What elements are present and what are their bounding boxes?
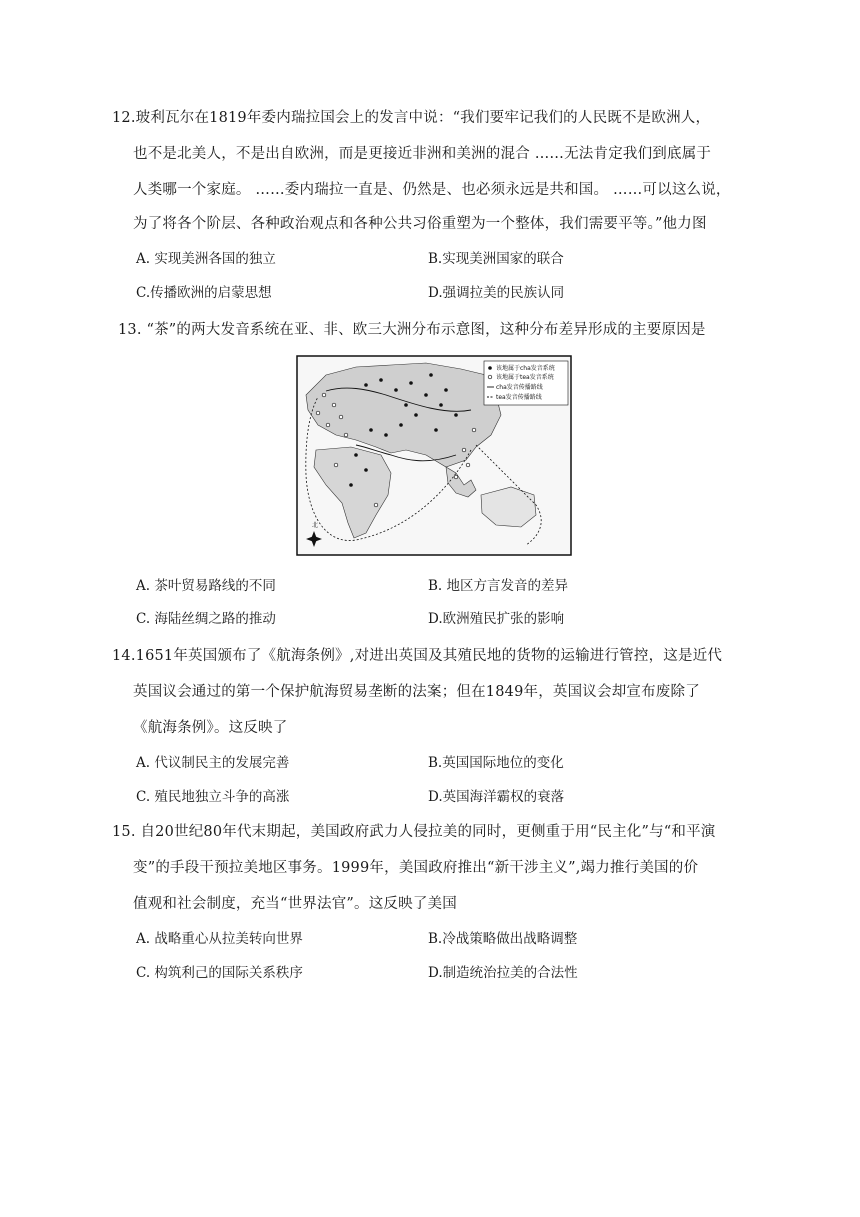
question-12-option-c[interactable]: C.传播欧洲的启蒙思想 bbox=[136, 285, 272, 301]
question-14-line-3: 《航海条例》。这反映了 bbox=[133, 720, 288, 736]
question-14-line-2: 英国议会通过的第一个保护航海贸易垄断的法案；但在1849年，英国议会却宣布废除了 bbox=[133, 684, 700, 700]
tea-pronunciation-map bbox=[296, 355, 572, 556]
question-14-option-d[interactable]: D.英国海洋霸权的衰落 bbox=[428, 789, 565, 805]
question-15-line-1: 15. 自20世纪80年代末期起，美国政府武力人侵拉美的同时，更侧重于用“民主化”与“和平演 bbox=[112, 824, 716, 840]
compass-north-label: 北 bbox=[312, 522, 319, 529]
question-12-line-3: 人类哪一个家庭。 ……委内瑞拉一直是、仍然是、也必须永远是共和国。 ……可以这么说， bbox=[133, 182, 731, 198]
question-15-option-c[interactable]: C. 构筑利己的国际关系秩序 bbox=[136, 965, 303, 981]
question-12-option-b[interactable]: B.实现美洲国家的联合 bbox=[428, 251, 564, 267]
question-15-option-d[interactable]: D.制造统治拉美的合法性 bbox=[428, 965, 578, 981]
question-12-line-1: 12.玻利瓦尔在1819年委内瑞拉国会上的发言中说：“我们要牢记我们的人民既不是欧洲人， bbox=[112, 110, 711, 126]
question-15-line-3: 值观和社会制度，充当“世界法官”。这反映了美国 bbox=[133, 896, 457, 912]
question-12-option-d[interactable]: D.强调拉美的民族认同 bbox=[428, 285, 565, 301]
legend-cha-route: cha发音传播路线 bbox=[496, 384, 543, 391]
question-14-option-a[interactable]: A. 代议制民主的发展完善 bbox=[136, 755, 290, 771]
legend-tea-route: tea发音传播路线 bbox=[496, 394, 542, 401]
question-14-line-1: 14.1651年英国颁布了《航海条例》,对进出英国及其殖民地的货物的运输进行管控，这是近代 bbox=[112, 648, 723, 664]
question-12-line-4: 为了将各个阶层、各种政治观点和各种公共习俗重塑为一个整体，我们需要平等。”他力图 bbox=[133, 216, 707, 232]
question-13-option-c[interactable]: C. 海陆丝绸之路的推动 bbox=[136, 611, 276, 627]
question-12-option-a[interactable]: A. 实现美洲各国的独立 bbox=[136, 251, 276, 267]
question-14-option-b[interactable]: B.英国国际地位的变化 bbox=[428, 755, 564, 771]
legend-tea-system: 该地属于tea发音系统 bbox=[496, 374, 554, 381]
question-13-option-d[interactable]: D.欧洲殖民扩张的影响 bbox=[428, 611, 565, 627]
question-13-line-1: 13. “茶”的两大发音系统在亚、非、欧三大洲分布示意图，这种分布差异形成的主要原因是 bbox=[118, 322, 706, 338]
map-legend bbox=[484, 361, 568, 405]
question-14-option-c[interactable]: C. 殖民地独立斗争的高涨 bbox=[136, 789, 290, 805]
question-12-line-2: 也不是北美人，不是出自欧洲，而是更接近非洲和美洲的混合 ……无法肯定我们到底属于 bbox=[133, 146, 712, 162]
question-13-option-a[interactable]: A. 茶叶贸易路线的不同 bbox=[136, 578, 276, 594]
map-svg bbox=[296, 355, 572, 556]
question-15-line-2: 变”的手段干预拉美地区事务。1999年，美国政府推出“新干涉主义”,竭力推行美国的价 bbox=[133, 860, 699, 876]
question-15-option-b[interactable]: B.冷战策略做出战略调整 bbox=[428, 931, 578, 947]
question-15-option-a[interactable]: A. 战略重心从拉美转向世界 bbox=[136, 931, 303, 947]
question-13-option-b[interactable]: B. 地区方言发音的差异 bbox=[428, 578, 569, 594]
legend-cha-system: 该地属于cha发音系统 bbox=[496, 365, 555, 372]
